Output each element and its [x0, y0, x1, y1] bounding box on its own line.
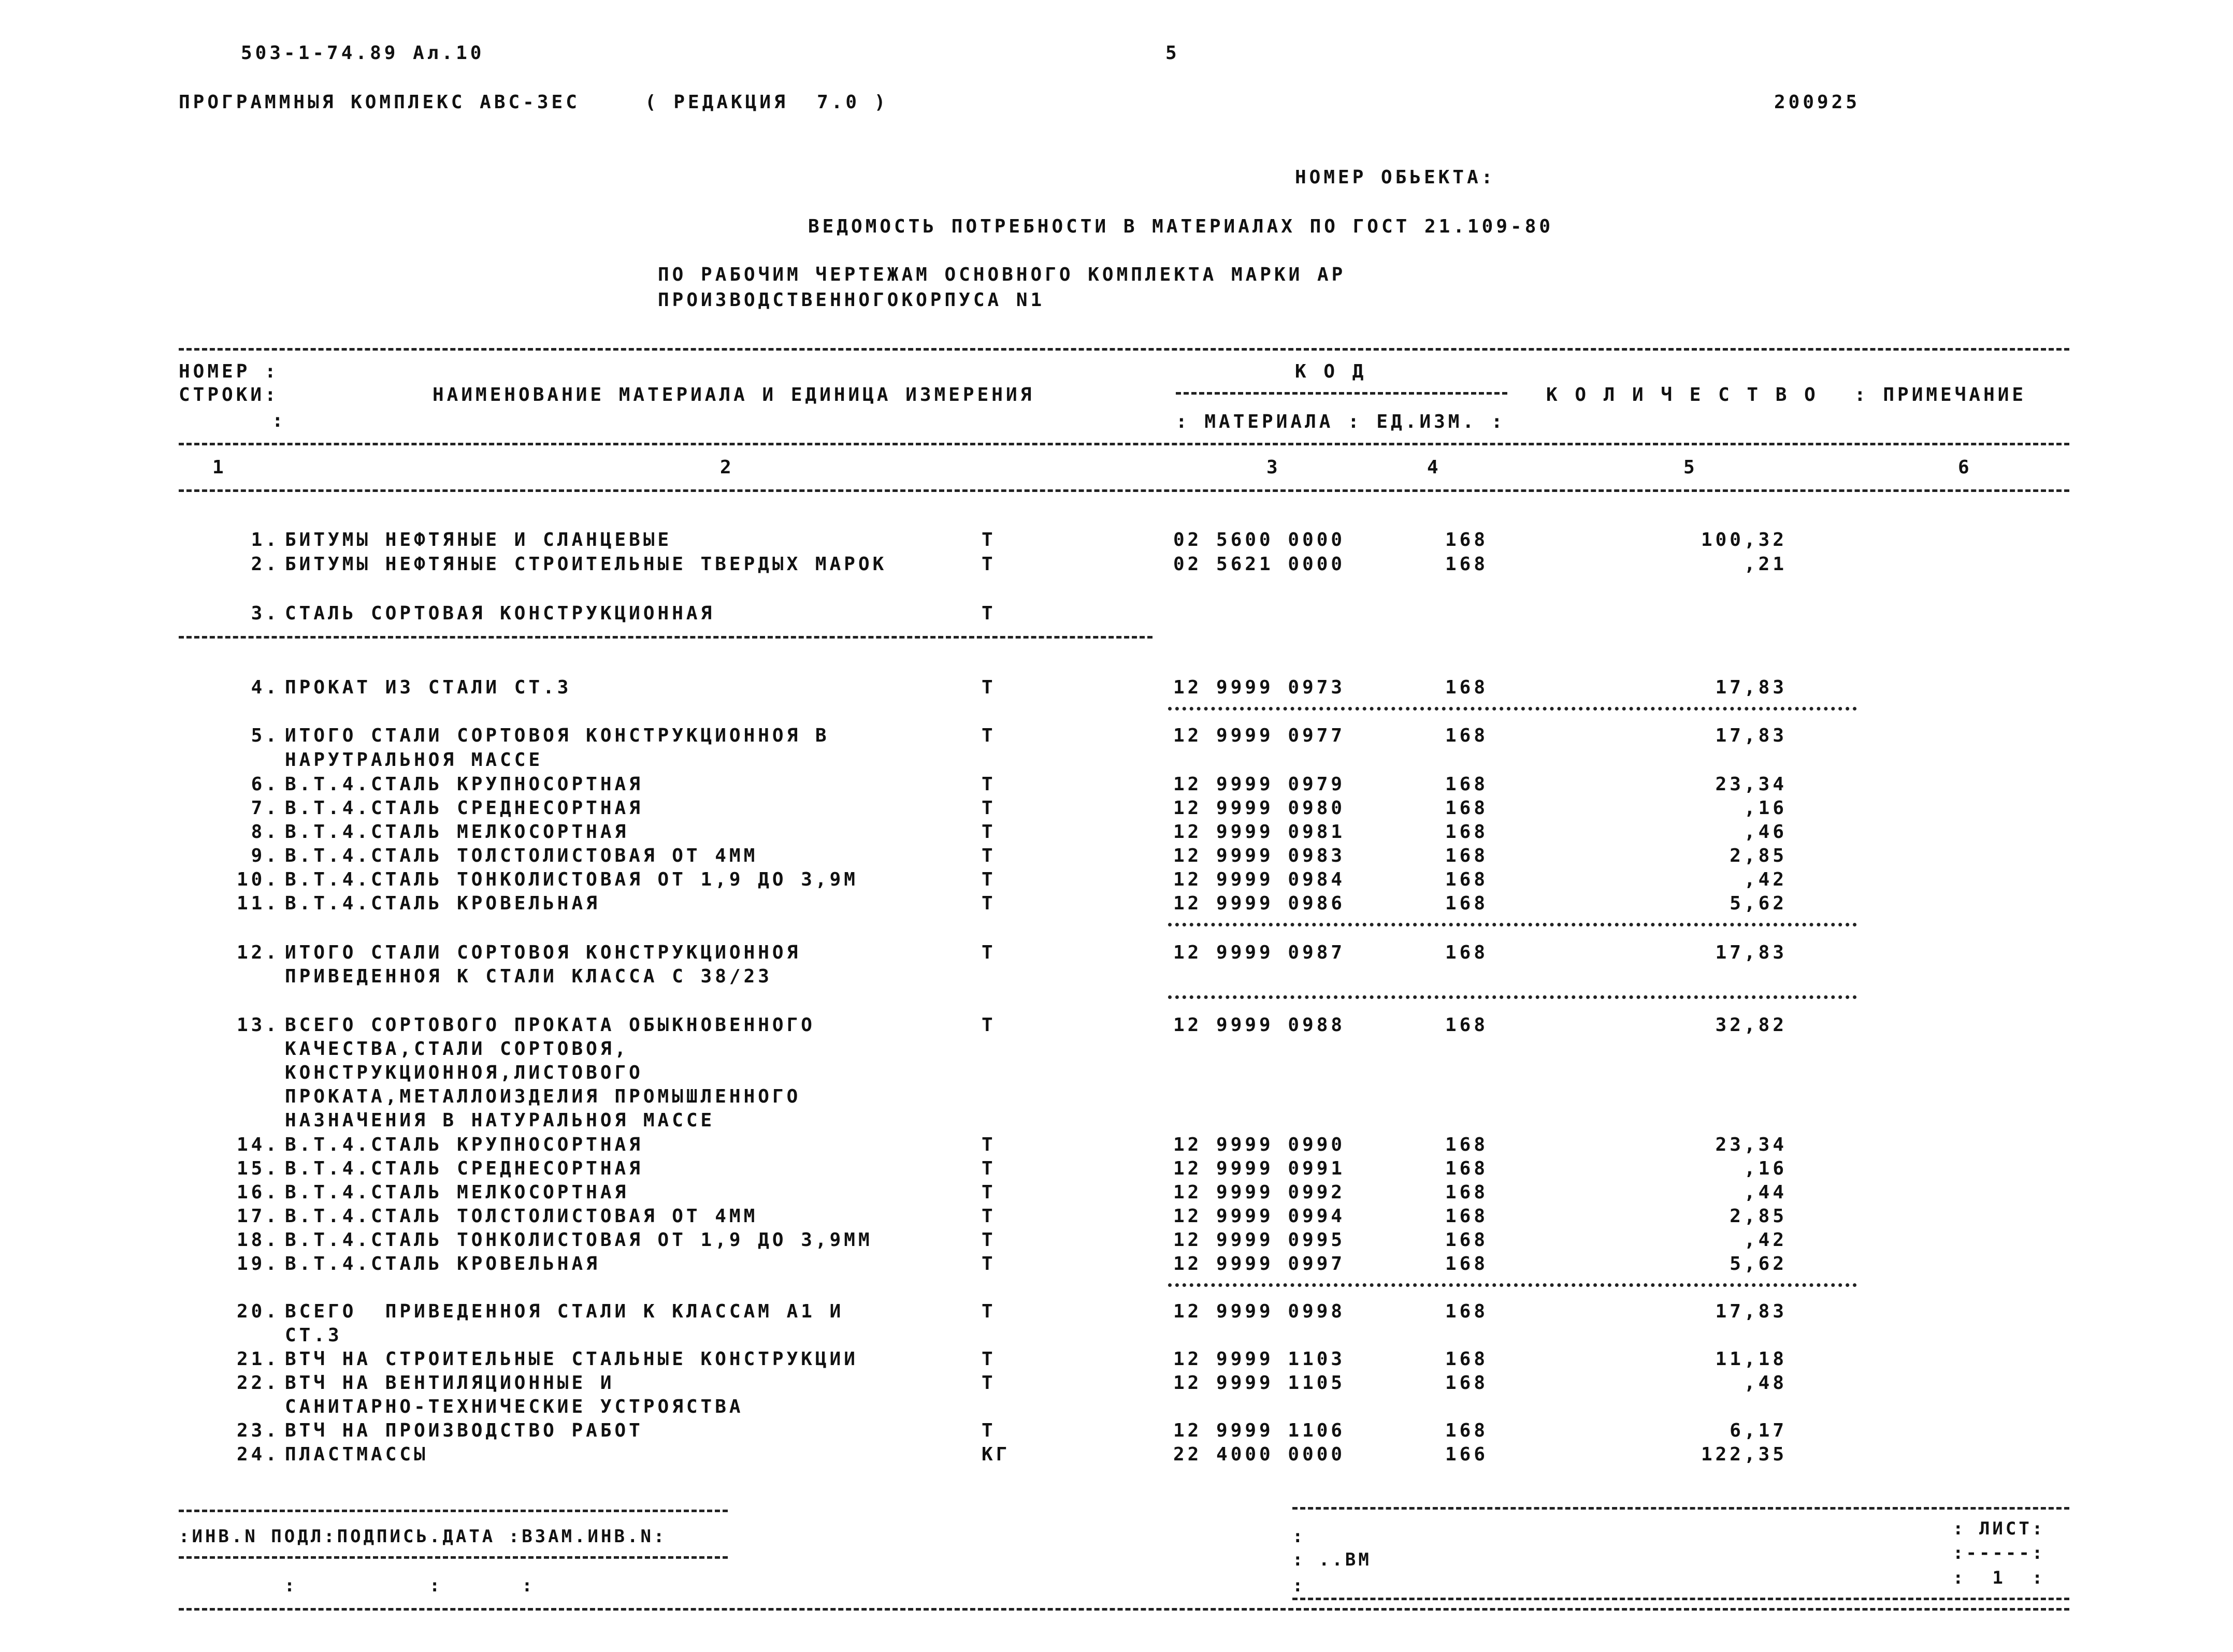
material-name: ВТЧ НА ПРОИЗВОДСТВО РАБОТ: [285, 1420, 643, 1441]
col-index-5: 5: [1683, 457, 1698, 478]
date-code: 200925: [1774, 92, 1861, 113]
quantity: 32,82: [1715, 1015, 1787, 1036]
table-row: [0, 775, 2233, 799]
unit-code: 168: [1445, 798, 1489, 819]
unit: Т: [982, 1372, 996, 1394]
material-code: 12 9999 0994: [1173, 1206, 1346, 1227]
table-row: [0, 1136, 2233, 1160]
sheet-number: : 1 :: [1953, 1568, 2045, 1588]
material-code: 12 9999 0983: [1173, 845, 1346, 866]
quantity: ,21: [1744, 554, 1787, 575]
table-row: [0, 1422, 2233, 1445]
program-name: ПРОГРАММНЫЯ КОМПЛЕКС АВС-3ЕС: [179, 92, 580, 113]
unit: Т: [982, 1134, 996, 1155]
unit-code: 166: [1445, 1444, 1489, 1465]
quantity: ,48: [1744, 1372, 1787, 1394]
unit-code: 168: [1445, 845, 1489, 866]
quantity: 122,35: [1701, 1444, 1787, 1465]
table-top-rule: [179, 348, 2069, 351]
unit: Т: [982, 1206, 996, 1227]
table-row: [0, 944, 2233, 967]
material-name: ВТЧ НА ВЕНТИЛЯЦИОННЫЕ И: [285, 1372, 615, 1394]
table-row: [0, 727, 2233, 750]
unit: Т: [982, 1229, 996, 1251]
col-index-3: 3: [1266, 457, 1281, 478]
col-code-header: К О Д: [1295, 361, 1367, 382]
object-number-label: НОМЕР ОБЬЕКТА:: [1295, 167, 1496, 188]
subtitle-line-1: ПО РАБОЧИМ ЧЕРТЕЖАМ ОСНОВНОГО КОМПЛЕКТА МАРКИ АР: [658, 264, 1346, 285]
material-name: БИТУМЫ НЕФТЯНЫЕ И СЛАНЦЕВЫЕ: [285, 529, 672, 550]
material-name: В.Т.4.СТАЛЬ МЕЛКОСОРТНАЯ: [285, 1182, 629, 1203]
material-name: В.Т.4.СТАЛЬ КРУПНОСОРТНАЯ: [285, 774, 643, 795]
subtotal-rule: [1168, 923, 1857, 926]
quantity: 6,17: [1730, 1420, 1787, 1441]
row-number: 5.: [251, 725, 280, 746]
material-name: ВТЧ НА СТРОИТЕЛЬНЫЕ СТАЛЬНЫЕ КОНСТРУКЦИИ: [285, 1349, 858, 1370]
unit: КГ: [982, 1444, 1011, 1465]
unit: Т: [982, 821, 996, 843]
material-code: 12 9999 1105: [1173, 1372, 1346, 1394]
row-number: 10.: [236, 869, 280, 890]
quantity: ,42: [1744, 1229, 1787, 1251]
unit: Т: [982, 942, 996, 963]
unit: Т: [982, 1420, 996, 1441]
unit: Т: [982, 798, 996, 819]
quantity: 5,62: [1730, 1253, 1787, 1274]
unit: Т: [982, 1015, 996, 1036]
col-index-6: 6: [1958, 457, 1972, 478]
table-row: [0, 678, 2233, 702]
row-number: 9.: [251, 845, 280, 866]
unit-code: 168: [1445, 1158, 1489, 1179]
table-row: [0, 1016, 2233, 1040]
material-code: 12 9999 0986: [1173, 893, 1346, 914]
subtotal-rule: [1168, 995, 1857, 999]
unit: Т: [982, 1349, 996, 1370]
title-block-code: : ..ВМ: [1292, 1549, 1372, 1570]
table-row: [0, 894, 2233, 918]
table-row: [0, 1445, 2233, 1469]
table-row: [0, 847, 2233, 871]
section-rule: [179, 636, 1152, 639]
unit: Т: [982, 845, 996, 866]
row-number: 17.: [236, 1206, 280, 1227]
row-number: 11.: [236, 893, 280, 914]
unit: Т: [982, 1182, 996, 1203]
material-code: 22 4000 0000: [1173, 1444, 1346, 1465]
material-name: В.Т.4.СТАЛЬ КРОВЕЛЬНАЯ: [285, 1253, 600, 1274]
quantity: 17,83: [1715, 1301, 1787, 1322]
unit-code: 168: [1445, 725, 1489, 746]
table-row: [0, 1160, 2233, 1183]
material-code: 12 9999 0984: [1173, 869, 1346, 890]
table-row: [0, 799, 2233, 823]
material-name: В.Т.4.СТАЛЬ СРЕДНЕСОРТНАЯ: [285, 798, 643, 819]
page-title: ВЕДОМОСТЬ ПОТРЕБНОСТИ В МАТЕРИАЛАХ ПО ГОСТ 21.109-80: [808, 216, 1554, 237]
quantity: ,46: [1744, 821, 1787, 843]
quantity: ,42: [1744, 869, 1787, 890]
material-name: ПЛАСТМАССЫ: [285, 1444, 428, 1465]
material-name: В.Т.4.СТАЛЬ ТОНКОЛИСТОВАЯ ОТ 1,9 ДО 3,9ММ: [285, 1229, 873, 1251]
unit: Т: [982, 603, 996, 624]
material-code: 12 9999 0979: [1173, 774, 1346, 795]
unit: Т: [982, 725, 996, 746]
unit-code: 168: [1445, 774, 1489, 795]
material-code: 12 9999 0987: [1173, 942, 1346, 963]
row-number: 4.: [251, 677, 280, 698]
col-index-2: 2: [720, 457, 734, 478]
page-number: 5: [1165, 42, 1180, 64]
quantity: 17,83: [1715, 677, 1787, 698]
stamp-labels: :ИНВ.N ПОДЛ:ПОДПИСЬ.ДАТА :ВЗАМ.ИНВ.N:: [179, 1526, 667, 1547]
unit-code: 168: [1445, 821, 1489, 843]
sheet-label: : ЛИСТ:: [1953, 1518, 2045, 1539]
unit-code: 168: [1445, 1372, 1489, 1394]
material-name: ИТОГО СТАЛИ СОРТОВОЯ КОНСТРУКЦИОННОЯ В: [285, 725, 830, 746]
material-name: БИТУМЫ НЕФТЯНЫЕ СТРОИТЕЛЬНЫЕ ТВЕРДЫХ МАРОК: [285, 554, 887, 575]
row-number: 16.: [236, 1182, 280, 1203]
subtotal-rule: [1168, 707, 1857, 711]
material-code: 02 5621 0000: [1173, 554, 1346, 575]
material-code: 12 9999 0998: [1173, 1301, 1346, 1322]
material-name: ВСЕГО СОРТОВОГО ПРОКАТА ОБЫКНОВЕННОГО: [285, 1015, 815, 1036]
row-number: 18.: [236, 1229, 280, 1251]
material-name-cont: СТ.3: [285, 1325, 342, 1346]
material-name: В.Т.4.СТАЛЬ ТОЛСТОЛИСТОВАЯ ОТ 4ММ: [285, 845, 758, 866]
quantity: 17,83: [1715, 942, 1787, 963]
row-number: 3.: [251, 603, 280, 624]
subtitle-line-2: ПРОИЗВОДСТВЕННОГОКОРПУСА N1: [658, 289, 1045, 311]
unit: Т: [982, 529, 996, 550]
table-row: [0, 555, 2233, 579]
col-code-subheader: : МАТЕРИАЛА : ЕД.ИЗМ. :: [1176, 411, 1506, 432]
quantity: 5,62: [1730, 893, 1787, 914]
unit: Т: [982, 1253, 996, 1274]
material-name-cont: КОНСТРУКЦИОННОЯ,ЛИСТОВОГО: [285, 1062, 643, 1083]
row-number: 22.: [236, 1372, 280, 1394]
material-name: В.Т.4.СТАЛЬ МЕЛКОСОРТНАЯ: [285, 821, 629, 843]
stamp-mid-rule: [179, 1556, 728, 1559]
unit: Т: [982, 554, 996, 575]
stamp-fields: : : :: [179, 1575, 535, 1596]
quantity: 23,34: [1715, 774, 1787, 795]
unit-code: 168: [1445, 529, 1489, 550]
material-code: 12 9999 0988: [1173, 1015, 1346, 1036]
quantity: 2,85: [1730, 1206, 1787, 1227]
row-number: 8.: [251, 821, 280, 843]
col-index-1: 1: [212, 457, 227, 478]
row-number: 1.: [251, 529, 280, 550]
table-row: [0, 531, 2233, 555]
unit-code: 168: [1445, 677, 1489, 698]
material-code: 12 9999 1106: [1173, 1420, 1346, 1441]
code-header-rule: [1176, 392, 1507, 395]
material-code: 12 9999 0981: [1173, 821, 1346, 843]
header-bottom-rule: [179, 489, 2069, 492]
unit-code: 168: [1445, 869, 1489, 890]
row-number: 7.: [251, 798, 280, 819]
unit-code: 168: [1445, 1206, 1489, 1227]
row-number: 23.: [236, 1420, 280, 1441]
doc-code: 503-1-74.89 Ал.10: [241, 42, 485, 64]
unit-code: 168: [1445, 1420, 1489, 1441]
material-name: СТАЛЬ СОРТОВАЯ КОНСТРУКЦИОННАЯ: [285, 603, 715, 624]
unit: Т: [982, 1301, 996, 1322]
unit-code: 168: [1445, 1182, 1489, 1203]
row-number: 21.: [236, 1349, 280, 1370]
quantity: ,16: [1744, 798, 1787, 819]
quantity: 2,85: [1730, 845, 1787, 866]
quantity: ,44: [1744, 1182, 1787, 1203]
material-name-cont: ПРОКАТА,МЕТАЛЛОИЗДЕЛИЯ ПРОМЫШЛЕННОГО: [285, 1086, 801, 1107]
material-name: В.Т.4.СТАЛЬ ТОЛСТОЛИСТОВАЯ ОТ 4ММ: [285, 1206, 758, 1227]
unit-code: 168: [1445, 1301, 1489, 1322]
material-name: В.Т.4.СТАЛЬ КРУПНОСОРТНАЯ: [285, 1134, 643, 1155]
col-name-header: НАИМЕНОВАНИЕ МАТЕРИАЛА И ЕДИНИЦА ИЗМЕРЕНИЯ: [433, 384, 1035, 405]
unit-code: 168: [1445, 1253, 1489, 1274]
unit-code: 168: [1445, 1015, 1489, 1036]
table-row: [0, 1302, 2233, 1326]
material-name: В.Т.4.СТАЛЬ СРЕДНЕСОРТНАЯ: [285, 1158, 643, 1179]
table-row: [0, 1183, 2233, 1207]
unit-code: 168: [1445, 554, 1489, 575]
table-row: [0, 871, 2233, 894]
unit-code: 168: [1445, 942, 1489, 963]
row-number: 24.: [236, 1444, 280, 1465]
table-row: [0, 1207, 2233, 1231]
table-row: [0, 1231, 2233, 1255]
unit: Т: [982, 774, 996, 795]
material-name-cont: НАРУТРАЛЬНОЯ МАССЕ: [285, 749, 543, 771]
stamp-top-rule: [179, 1510, 728, 1512]
row-number: 12.: [236, 942, 280, 963]
quantity: 100,32: [1701, 529, 1787, 550]
stamp-bottom-rule: [179, 1608, 2069, 1611]
material-code: 02 5600 0000: [1173, 529, 1346, 550]
title-block-colon-2: :: [1292, 1575, 1306, 1596]
col-number-header-3: :: [272, 410, 286, 431]
program-edition: ( РЕДАКЦИЯ 7.0 ): [645, 92, 889, 113]
table-row: [0, 604, 2233, 628]
material-name-cont: НАЗНАЧЕНИЯ В НАТУРАЛЬНОЯ МАССЕ: [285, 1110, 715, 1131]
material-name: В.Т.4.СТАЛЬ ТОНКОЛИСТОВАЯ ОТ 1,9 ДО 3,9М: [285, 869, 858, 890]
table-row: [0, 1255, 2233, 1279]
row-number: 14.: [236, 1134, 280, 1155]
title-block-rule: [1292, 1598, 2069, 1600]
material-code: 12 9999 1103: [1173, 1349, 1346, 1370]
row-number: 15.: [236, 1158, 280, 1179]
material-name-cont: САНИТАРНО-ТЕХНИЧЕСКИЕ УСТРОЯСТВА: [285, 1396, 744, 1417]
material-code: 12 9999 0997: [1173, 1253, 1346, 1274]
unit-code: 168: [1445, 893, 1489, 914]
material-name-cont: КАЧЕСТВА,СТАЛИ СОРТОВОЯ,: [285, 1038, 629, 1060]
row-number: 19.: [236, 1253, 280, 1274]
unit-code: 168: [1445, 1349, 1489, 1370]
quantity: ,16: [1744, 1158, 1787, 1179]
row-number: 6.: [251, 774, 280, 795]
material-code: 12 9999 0990: [1173, 1134, 1346, 1155]
quantity: 11,18: [1715, 1349, 1787, 1370]
material-code: 12 9999 0992: [1173, 1182, 1346, 1203]
unit: Т: [982, 869, 996, 890]
material-code: 12 9999 0973: [1173, 677, 1346, 698]
quantity: 17,83: [1715, 725, 1787, 746]
material-code: 12 9999 0991: [1173, 1158, 1346, 1179]
col-quantity-header: К О Л И Ч Е С Т В О: [1546, 384, 1819, 405]
title-block-top-rule: [1292, 1507, 2069, 1510]
row-number: 13.: [236, 1015, 280, 1036]
col-number-header-1: НОМЕР :: [179, 361, 279, 382]
table-row: [0, 1374, 2233, 1398]
unit-code: 168: [1445, 1229, 1489, 1251]
material-name: ВСЕГО ПРИВЕДЕННОЯ СТАЛИ К КЛАССАМ А1 И: [285, 1301, 844, 1322]
unit: Т: [982, 677, 996, 698]
header-index-rule: [179, 443, 2069, 445]
material-name: ИТОГО СТАЛИ СОРТОВОЯ КОНСТРУКЦИОННОЯ: [285, 942, 801, 963]
material-name: В.Т.4.СТАЛЬ КРОВЕЛЬНАЯ: [285, 893, 600, 914]
subtotal-rule: [1168, 1283, 1857, 1287]
row-number: 2.: [251, 554, 280, 575]
material-name: ПРОКАТ ИЗ СТАЛИ СТ.3: [285, 677, 572, 698]
title-block-colon: :: [1292, 1526, 1306, 1547]
table-row: [0, 1350, 2233, 1374]
material-code: 12 9999 0977: [1173, 725, 1346, 746]
table-row: [0, 823, 2233, 847]
unit-code: 168: [1445, 1134, 1489, 1155]
col-number-header-2: СТРОКИ:: [179, 384, 279, 405]
material-code: 12 9999 0980: [1173, 798, 1346, 819]
material-code: 12 9999 0995: [1173, 1229, 1346, 1251]
sheet-separator: :-----:: [1953, 1543, 2045, 1563]
row-number: 20.: [236, 1301, 280, 1322]
quantity: 23,34: [1715, 1134, 1787, 1155]
unit: Т: [982, 893, 996, 914]
col-note-header: : ПРИМЕЧАНИЕ: [1854, 384, 2027, 405]
material-name-cont: ПРИВЕДЕННОЯ К СТАЛИ КЛАССА С 38/23: [285, 966, 772, 987]
unit: Т: [982, 1158, 996, 1179]
col-index-4: 4: [1427, 457, 1442, 478]
